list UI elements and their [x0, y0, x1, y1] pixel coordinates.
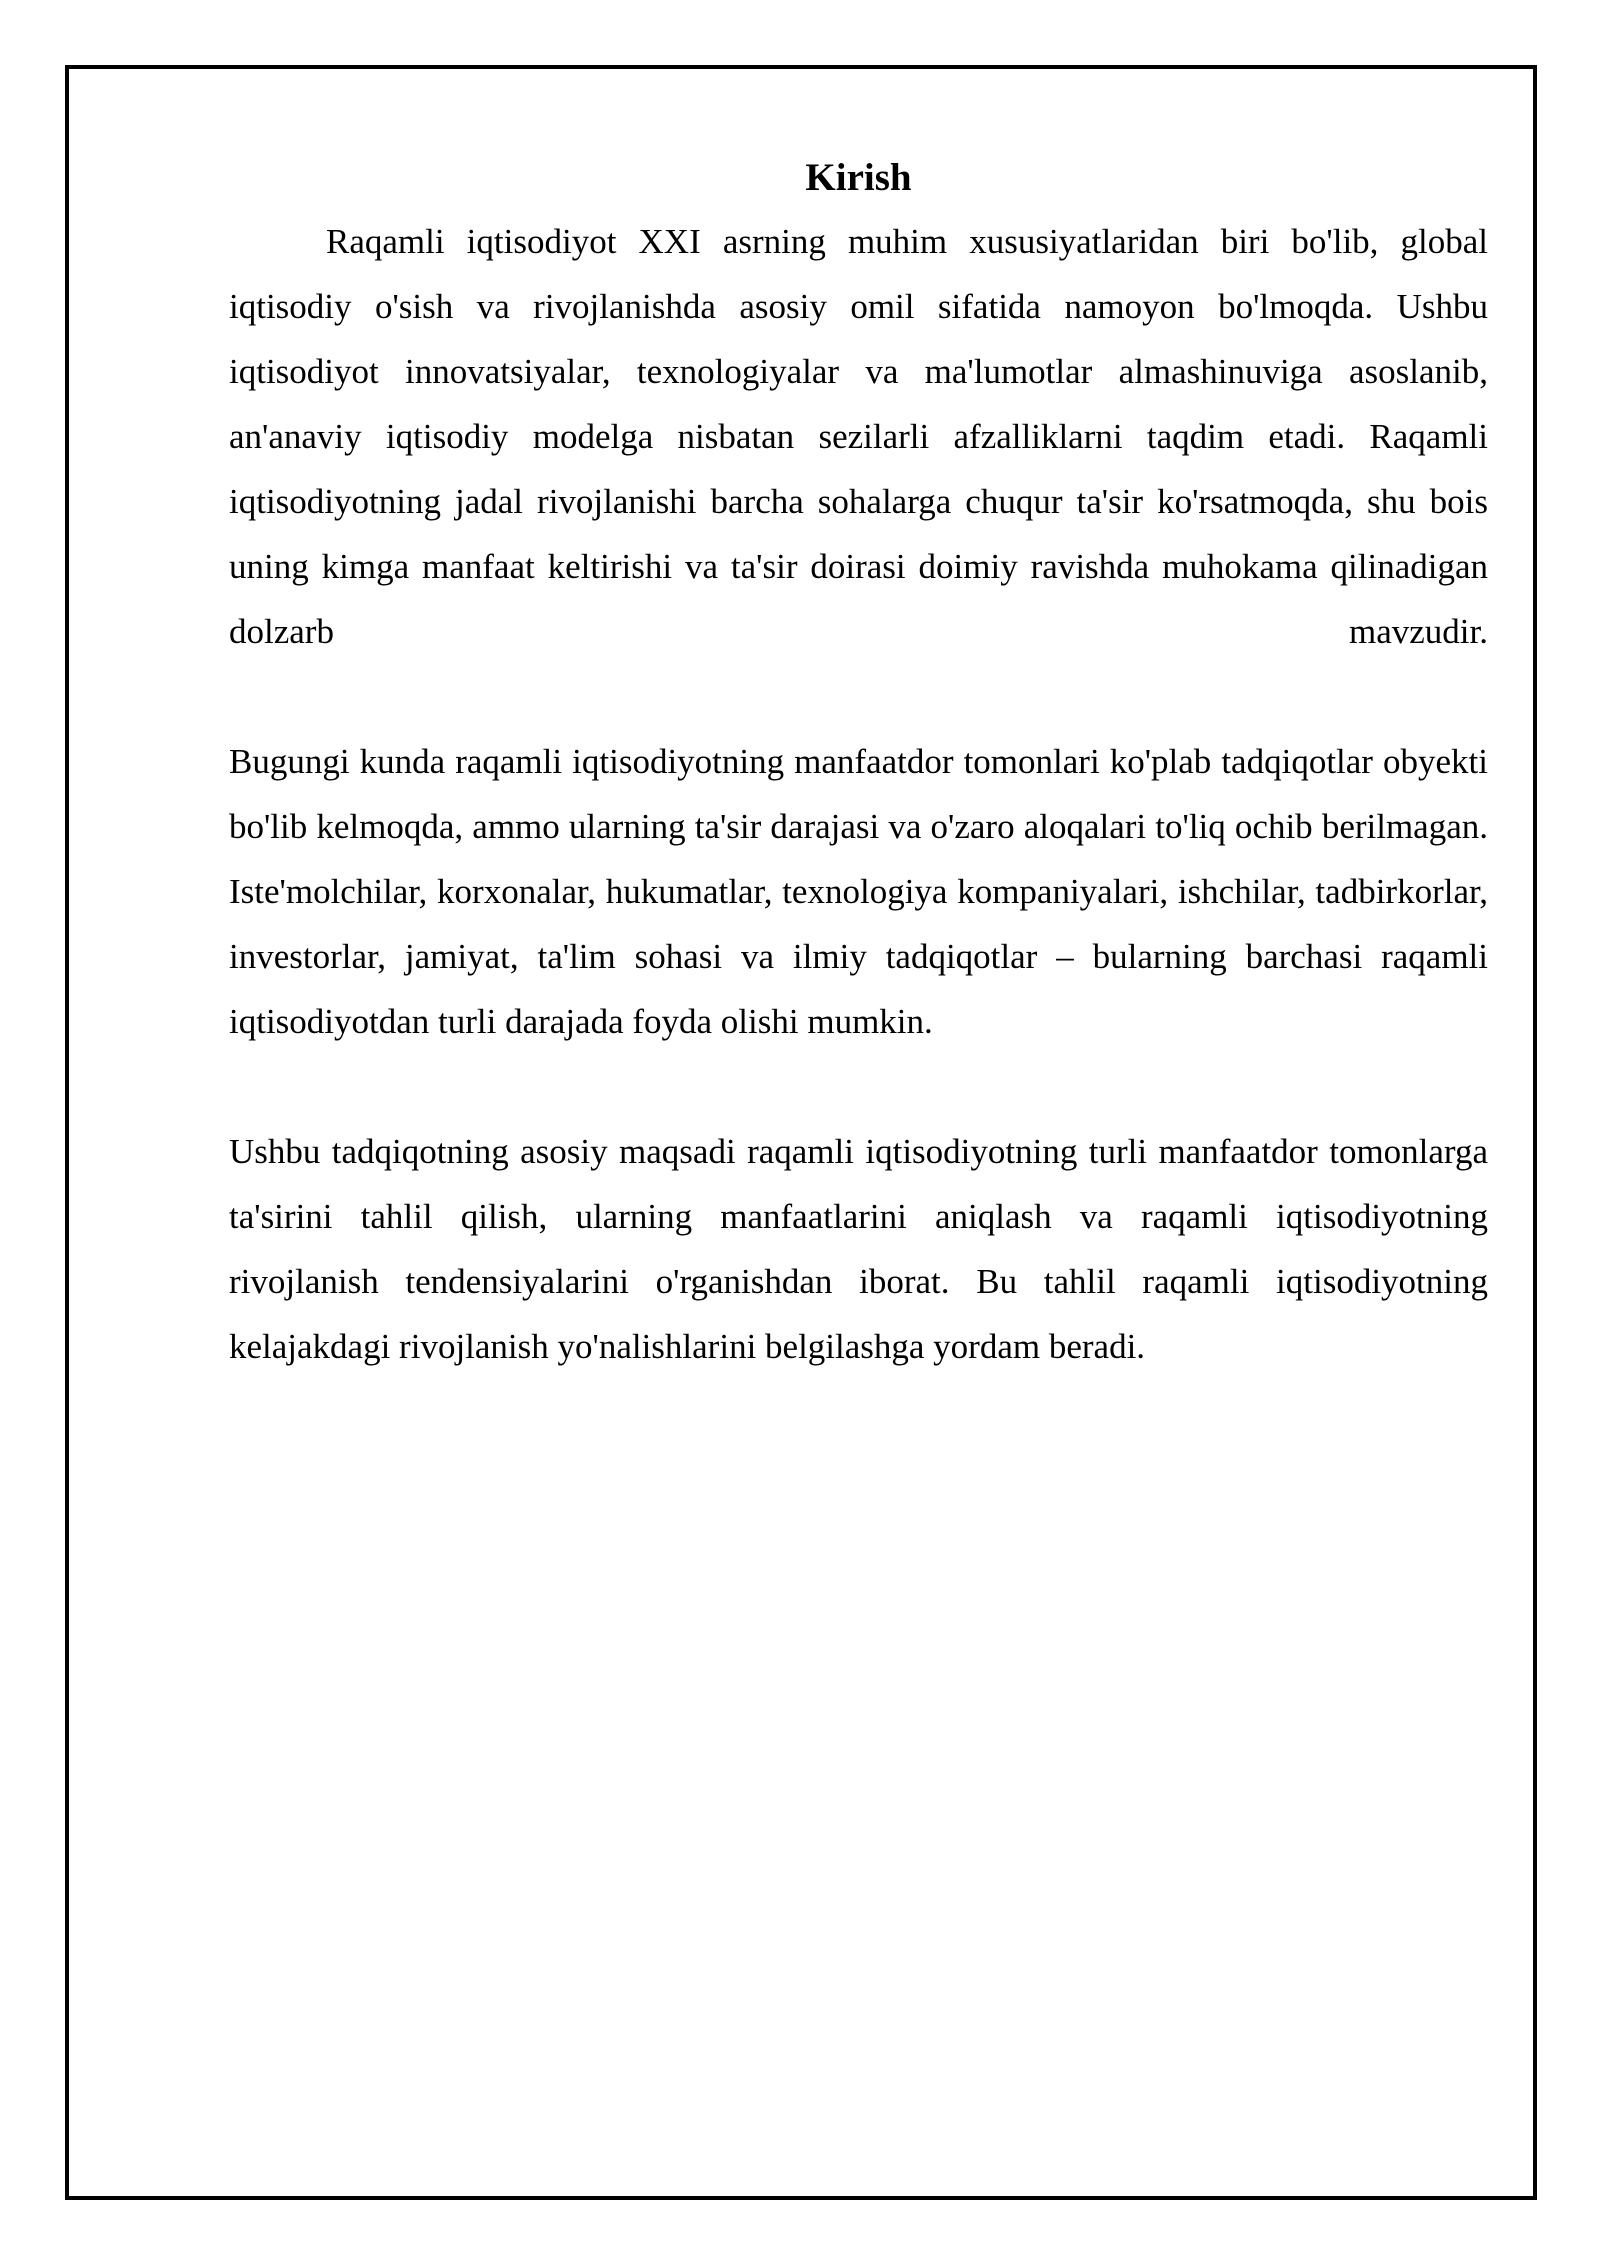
paragraph-spacer [229, 1054, 1488, 1119]
paragraph-intro: Raqamli iqtisodiyot XXI asrning muhim xususiyatlaridan biri bo'lib, global iqtisodiy o'sish va rivojlanishda asosiy omil sifatida namoyon bo'lmoqda. Ushbu iqtisodiyot innovatsiyalar, texnologiyalar va ma'lumotlar almashinuviga asoslanib, an'anaviy iqtisodiy modelga nisbatan sezilarli afzalliklarni taqdim etadi. Raqamli iqtisodiyotning jadal rivojlanishi barcha sohalarga chuqur ta'sir ko'rsatmoqda, shu bois uning kimga manfaat keltirishi va ta'sir doirasi doimiy ravishda muhokama qilinadigan dolzarb mavzudir. [229, 222, 1488, 651]
document-body [229, 150, 1488, 1379]
paragraph-research-goal: Ushbu tadqiqotning asosiy maqsadi raqamli iqtisodiyotning turli manfaatdor tomonlarga ta'sirini tahlil qilish, ularning manfaatlarini aniqlash va raqamli iqtisodiyotning rivojlanish tendensiyalarini o'rganishdan iborat. Bu tahlil raqamli iqtisodiyotning kelajakdagi rivojlanish yo'nalishlarini belgilashga yordam beradi. [229, 1132, 1488, 1366]
document-title: Kirish [805, 156, 912, 199]
paragraph-spacer [229, 664, 1488, 729]
paragraph-stakeholders: Bugungi kunda raqamli iqtisodiyotning manfaatdor tomonlari ko'plab tadqiqotlar obyekti bo'lib kelmoqda, ammo ularning ta'sir darajasi va o'zaro aloqalari to'liq ochib berilmagan. Iste'molchilar, korxonalar, hukumatlar, texnologiya kompaniyalari, ishchilar, tadbirkorlar, investorlar, jamiyat, ta'lim sohasi va ilmiy tadqiqotlar – bularning barchasi raqamli iqtisodiyotdan turli darajada foyda olishi mumkin. [229, 742, 1488, 1041]
